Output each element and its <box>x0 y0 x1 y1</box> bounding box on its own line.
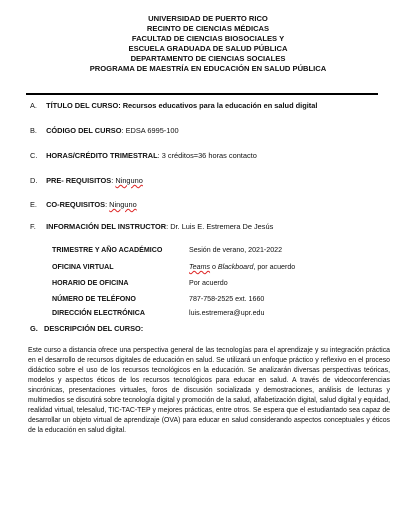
hours-credits-label: HORAS/CRÉDITO TRIMESTRAL <box>46 151 158 160</box>
institution-header <box>0 14 416 73</box>
corequisites-value: Ninguno <box>109 200 137 209</box>
course-code-value: : EDSA 6995-100 <box>121 126 179 135</box>
header-line: RECINTO DE CIENCIAS MÉDICAS <box>146 23 270 33</box>
section-b <box>30 126 179 135</box>
prerequisites-separator: : <box>111 176 116 185</box>
corequisites-separator: : <box>105 200 110 209</box>
blackboard-text: Blackboard <box>217 263 254 271</box>
section-a <box>30 101 317 110</box>
section-letter: A. <box>30 101 37 110</box>
or-text: o <box>210 263 218 271</box>
header-line: UNIVERSIDAD DE PUERTO RICO <box>148 14 268 23</box>
section-letter: C. <box>30 151 38 160</box>
info-key: NÚMERO DE TELÉFONO <box>52 295 136 303</box>
section-f <box>30 222 273 231</box>
info-value: luis.estremera@upr.edu <box>189 309 265 317</box>
info-value: 787-758-2525 ext. 1660 <box>189 295 265 303</box>
header-line: PROGRAMA DE MAESTRÍA EN EDUCACIÓN EN SALUD PÚBLICA <box>89 63 327 73</box>
section-g <box>30 324 144 333</box>
header-line: ESCUELA GRADUADA DE SALUD PÚBLICA <box>128 43 288 53</box>
course-code-label: CÓDIGO DEL CURSO <box>46 126 122 135</box>
by-agreement-text: , por acuerdo <box>253 263 296 271</box>
instructor-label: INFORMACIÓN DEL INSTRUCTOR <box>46 222 167 231</box>
header-divider <box>26 93 378 95</box>
info-key: HORARIO DE OFICINA <box>52 279 129 287</box>
info-key: OFICINA VIRTUAL <box>52 263 114 271</box>
info-key: TRIMESTRE Y AÑO ACADÉMICO <box>52 246 163 254</box>
course-description: Este curso a distancia ofrece una perspectiva general de las tecnologías para el aprendizaje y su integración práctica en el desarrollo de recursos digitales de educación en salud. Se utilizará un enfoque práctico y reflexivo en el proceso didáctico sobre el uso de los recursos tecnológicos en la educación. Se analizarán diversas perspectivas teóricas, modelos y aspectos éticos de los recursos tecnológicos para educar en salud. A través de videoconferencias sincrónicas, presentaciones virtuales, foros de discusión socializada y demostraciones, análisis de lecturas y multimedios se discutirá sobre tecnología digital y promoción de la salud, alfabetización digital, salud digital y equidad, realidad virtual, telesalud, TIC-TAC-TEP y mejores prácticas, entre otros. Se espera que el estudiantado sea capaz de desarrollar un objeto virtual de aprendizaje (OVA) para educar en salud considerando aspectos conceptuales y éticos de la educación en salud digital. <box>28 347 390 435</box>
corequisites-label: CO-REQUISITOS <box>46 200 106 209</box>
header-line: FACULTAD DE CIENCIAS BIOSOCIALES Y <box>131 33 285 43</box>
info-value: Por acuerdo <box>189 279 228 287</box>
section-letter: B. <box>30 126 37 135</box>
section-letter: G. <box>30 324 38 333</box>
course-title-label: TÍTULO DEL CURSO: <box>46 101 121 110</box>
section-d <box>30 176 143 185</box>
info-key: DIRECCIÓN ELECTRÓNICA <box>52 309 146 317</box>
section-e <box>30 200 137 209</box>
instructor-value: : Dr. Luis E. Estremera De Jesús <box>166 222 274 231</box>
description-heading: DESCRIPCIÓN DEL CURSO: <box>44 324 144 333</box>
section-letter: D. <box>30 176 38 185</box>
prerequisites-label: PRE- REQUISITOS <box>46 176 112 185</box>
hours-credits-value: : 3 créditos=36 horas contacto <box>157 151 257 160</box>
prerequisites-value: Ninguno <box>115 176 143 185</box>
section-letter: F. <box>30 222 36 231</box>
header-line: DEPARTAMENTO DE CIENCIAS SOCIALES <box>130 53 286 63</box>
teams-text: Teams <box>189 263 211 271</box>
section-letter: E. <box>30 200 37 209</box>
info-value: Sesión de verano, 2021-2022 <box>189 246 283 254</box>
info-value <box>189 263 295 271</box>
section-c <box>30 151 257 160</box>
course-title-value: Recursos educativos para la educación en salud digital <box>122 101 318 110</box>
